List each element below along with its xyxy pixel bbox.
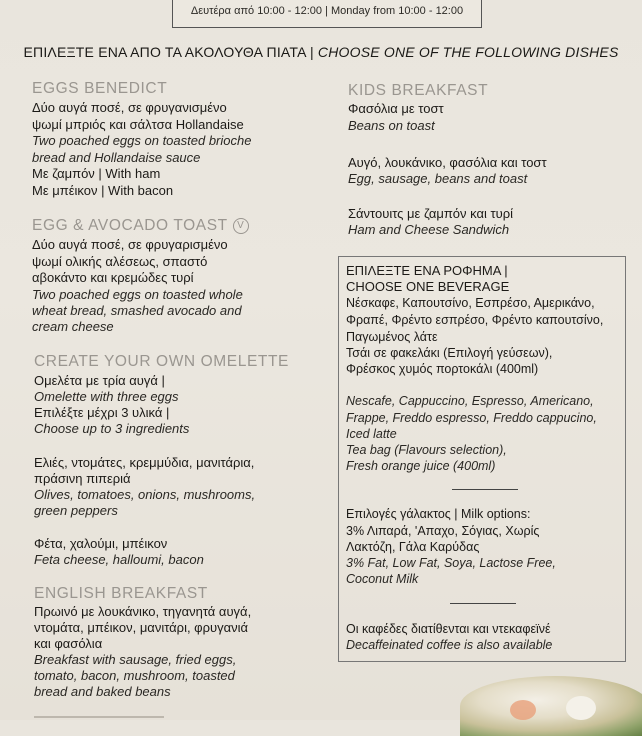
choose-dish-greek: ΕΠΙΛΕΞΤΕ ΕΝΑ ΑΠΟ ΤΑ ΑΚΟΛΟΥΘΑ ΠΙΑΤΑ xyxy=(23,44,306,60)
egg-avocado-greek-1: Δύο αυγά ποσέ, σε φρυγαρισμένο xyxy=(32,237,228,252)
omelette-english-2: Choose up to 3 ingredients xyxy=(34,421,190,436)
eggs-benedict-greek-2: ψωμί μπριός και σάλτσα Hollandaise xyxy=(32,117,244,132)
eggs-benedict-english-1: Two poached eggs on toasted brioche xyxy=(32,133,252,148)
vegetarian-icon: V xyxy=(233,218,249,234)
english-breakfast-english-2: tomato, bacon, mushroom, toasted xyxy=(34,668,235,683)
kids-breakfast-english-3: Ham and Cheese Sandwich xyxy=(348,222,510,237)
english-breakfast-english-1: Breakfast with sausage, fried eggs, xyxy=(34,652,237,667)
egg-avocado-heading xyxy=(32,217,249,235)
kids-breakfast-greek-2: Αυγό, λουκάνικο, φασόλια και τοστ xyxy=(348,155,547,170)
english-breakfast-greek-2: ντομάτα, μπέικον, μανιτάρι, φρυγανιά xyxy=(34,620,249,635)
egg-avocado-english-2: wheat bread, smashed avocado and xyxy=(32,303,242,318)
eggs-benedict-option-ham: Με ζαμπόν | With ham xyxy=(32,166,161,181)
omelette-greek-2: Επιλέξτε μέχρι 3 υλικά | xyxy=(34,405,170,420)
omelette-greek-3: Ελιές, ντομάτες, κρεμμύδια, μανιτάρια, xyxy=(34,455,255,470)
omelette-greek-1: Ομελέτα με τρία αυγά | xyxy=(34,373,165,388)
omelette-heading: CREATE YOUR OWN OMELETTE xyxy=(34,353,289,370)
english-breakfast-greek-3: και φασόλια xyxy=(34,636,103,651)
beverage-greek-1: Νέσκαφε, Καπουτσίνο, Εσπρέσο, Αμερικάνο, xyxy=(346,296,595,310)
egg-avocado-heading-text: EGG & AVOCADO TOAST xyxy=(32,217,228,234)
omelette-english-5: Feta cheese, halloumi, bacon xyxy=(34,552,204,567)
english-breakfast-heading: ENGLISH BREAKFAST xyxy=(34,585,208,602)
eggs-benedict-option-bacon: Με μπέικον | With bacon xyxy=(32,183,174,198)
choose-dish-english: CHOOSE ONE OF THE FOLLOWING DISHES xyxy=(317,44,619,60)
beverage-greek-4: Τσάι σε φακελάκι (Επιλογή γεύσεων), xyxy=(346,346,553,360)
milk-options-heading: Επιλογές γάλακτος | Milk options: xyxy=(346,507,531,521)
eggs-benedict-greek-1: Δύο αυγά ποσέ, σε φρυγανισμένο xyxy=(32,100,227,115)
decaf-greek: Οι καφέδες διατίθενται και ντεκαφεϊνέ xyxy=(346,622,551,636)
beverage-english-3: Iced latte xyxy=(346,427,397,441)
eggs-benedict-english-2: bread and Hollandaise sauce xyxy=(32,150,201,165)
availability-line-2: Δευτέρα από 10:00 - 12:00 | Monday from 10:00 - 12:00 xyxy=(190,5,464,17)
cut-off-heading-bar xyxy=(34,716,164,718)
english-breakfast-english-3: bread and baked beans xyxy=(34,684,171,699)
decaf-english: Decaffeinated coffee is also available xyxy=(346,638,553,652)
eggs-benedict-heading: EGGS BENEDICT xyxy=(32,80,168,97)
kids-breakfast-english-2: Egg, sausage, beans and toast xyxy=(348,171,528,186)
beverage-greek-3: Παγωμένος λάτε xyxy=(346,330,438,344)
omelette-english-1: Omelette with three eggs xyxy=(34,389,179,404)
food-photo xyxy=(460,676,642,736)
milk-options-english-2: Coconut Milk xyxy=(346,572,419,586)
beverage-heading-english: CHOOSE ONE BEVERAGE xyxy=(346,279,510,294)
beverage-english-1: Nescafe, Cappuccino, Espresso, Americano, xyxy=(346,394,594,408)
egg-avocado-greek-2: ψωμί ολικής αλέσεως, σπαστό xyxy=(32,254,208,269)
food-photo-detail-2 xyxy=(566,696,596,720)
choose-dish-title xyxy=(0,44,642,60)
beverage-greek-2: Φραπέ, Φρέντο εσπρέσο, Φρέντο καπουτσίνο, xyxy=(346,313,604,327)
kids-breakfast-greek-1: Φασόλια με τοστ xyxy=(348,101,444,116)
beverage-english-2: Frappe, Freddo espresso, Freddo cappucino, xyxy=(346,411,597,425)
divider-2 xyxy=(450,603,516,604)
choose-dish-separator: | xyxy=(305,44,318,60)
omelette-english-3: Olives, tomatoes, onions, mushrooms, xyxy=(34,487,256,502)
availability-box xyxy=(172,0,482,28)
kids-breakfast-heading: KIDS BREAKFAST xyxy=(348,82,489,99)
cut-off-heading-decoration xyxy=(34,710,174,730)
english-breakfast-greek-1: Πρωινό με λουκάνικο, τηγανητά αυγά, xyxy=(34,604,252,619)
omelette-greek-5: Φέτα, χαλούμι, μπέικον xyxy=(34,536,168,551)
milk-options-english-1: 3% Fat, Low Fat, Soya, Lactose Free, xyxy=(346,556,556,570)
beverage-english-5: Fresh orange juice (400ml) xyxy=(346,459,496,473)
omelette-greek-4: πράσινη πιπεριά xyxy=(34,471,131,486)
beverage-heading-greek: ΕΠΙΛΕΞΤΕ ΕΝΑ ΡΟΦΗΜΑ | xyxy=(346,263,508,278)
divider-1 xyxy=(452,489,518,490)
omelette-english-4: green peppers xyxy=(34,503,118,518)
kids-breakfast-greek-3: Σάντουιτς με ζαμπόν και τυρί xyxy=(348,206,514,221)
egg-avocado-english-3: cream cheese xyxy=(32,319,114,334)
beverage-greek-5: Φρέσκος χυμός πορτοκάλι (400ml) xyxy=(346,362,539,376)
milk-options-greek-1: 3% Λιπαρά, 'Απαχο, Σόγιας, Χωρίς xyxy=(346,524,540,538)
kids-breakfast-english-1: Beans on toast xyxy=(348,118,435,133)
milk-options-greek-2: Λακτόζη, Γάλα Καρύδας xyxy=(346,540,480,554)
beverage-english-4: Tea bag (Flavours selection), xyxy=(346,443,507,457)
egg-avocado-greek-3: αβοκάντο και κρεμώδες τυρί xyxy=(32,270,194,285)
egg-avocado-english-1: Two poached eggs on toasted whole xyxy=(32,287,243,302)
food-photo-detail-1 xyxy=(510,700,536,720)
